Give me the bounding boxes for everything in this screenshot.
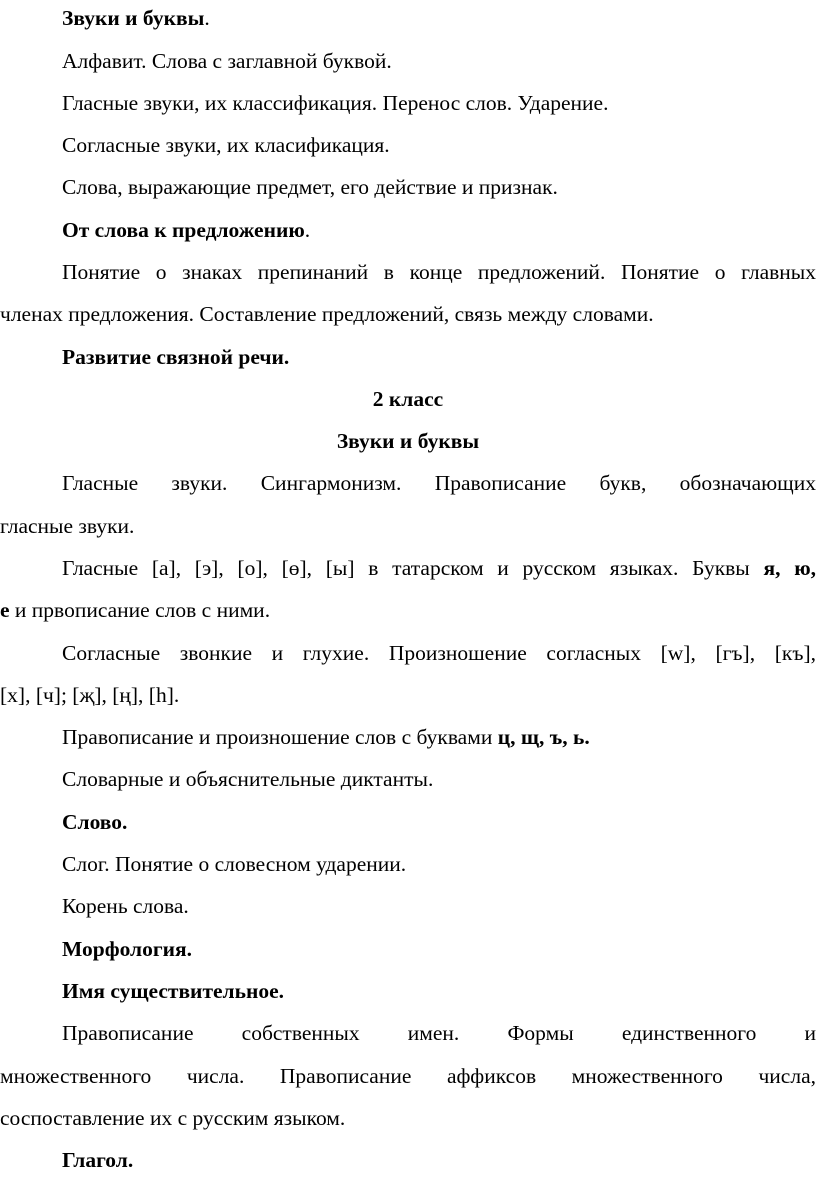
paragraph-line: Корень слова. — [62, 894, 189, 918]
section-heading-word-to-sentence — [0, 215, 816, 245]
paragraph-line: Слог. Понятие о словесном ударении. — [62, 852, 407, 876]
section-heading-sounds-letters-2: Звуки и буквы — [336, 429, 480, 453]
section-heading-word: Слово. — [62, 810, 128, 834]
text-run: и првописание слов с ними. — [9, 598, 271, 622]
bold-letters: я, ю, — [763, 556, 816, 580]
section-heading-verb: Глагол. — [62, 1148, 134, 1172]
bold-letters: е — [0, 598, 10, 622]
heading-period: . — [304, 218, 311, 242]
section-heading-noun: Имя существительное. — [62, 979, 285, 1003]
paragraph-line: Гласные звуки. Сингармонизм. Правописание букв, обозначающих — [62, 471, 816, 495]
paragraph-line: Гласные звуки, их классификация. Перенос слов. Ударение. — [62, 91, 609, 115]
section-heading-morphology: Морфология. — [62, 937, 193, 961]
paragraph-line — [0, 553, 816, 583]
paragraph-line: Согласные звуки, их класификация. — [62, 133, 390, 157]
section-heading-sounds-letters — [0, 3, 816, 33]
paragraph-line: Понятие о знаках препинаний в конце предложений. Понятие о главных — [62, 260, 816, 284]
heading-period: . — [204, 6, 210, 30]
paragraph-line: множественного числа. Правописание аффиксов множественного числа, — [0, 1064, 816, 1088]
paragraph-line: членах предложения. Составление предложений, связь между словами. — [0, 302, 654, 326]
bold-letters: ц, щ, ъ, ь. — [497, 725, 590, 749]
grade-heading: 2 класс — [372, 387, 444, 411]
paragraph-line: Словарные и объяснительные диктанты. — [62, 767, 434, 791]
paragraph-line: Слова, выражающие предмет, его действие и признак. — [62, 175, 558, 199]
paragraph-line — [0, 595, 816, 625]
text-run: Правописание и произношение слов с буквами — [62, 725, 498, 749]
heading-text: От слова к предложению — [62, 218, 305, 242]
heading-text: Звуки и буквы — [62, 6, 205, 30]
section-heading-speech: Развитие связной речи. — [62, 345, 290, 369]
text-run: Гласные [а], [э], [о], [ө], [ы] в татарском и русском языках. Буквы — [62, 556, 764, 580]
paragraph-line: [х], [ч]; [җ], [ң], [һ]. — [0, 683, 180, 707]
paragraph-line: Алфавит. Слова с заглавной буквой. — [62, 49, 392, 73]
paragraph-line — [0, 722, 816, 752]
paragraph-line: соспоставление их с русским языком. — [0, 1106, 346, 1130]
paragraph-line: гласные звуки. — [0, 514, 135, 538]
paragraph-line: Правописание собственных имен. Формы единственного и — [62, 1021, 816, 1045]
paragraph-line: Согласные звонкие и глухие. Произношение согласных [w], [гъ], [къ], — [62, 641, 816, 665]
